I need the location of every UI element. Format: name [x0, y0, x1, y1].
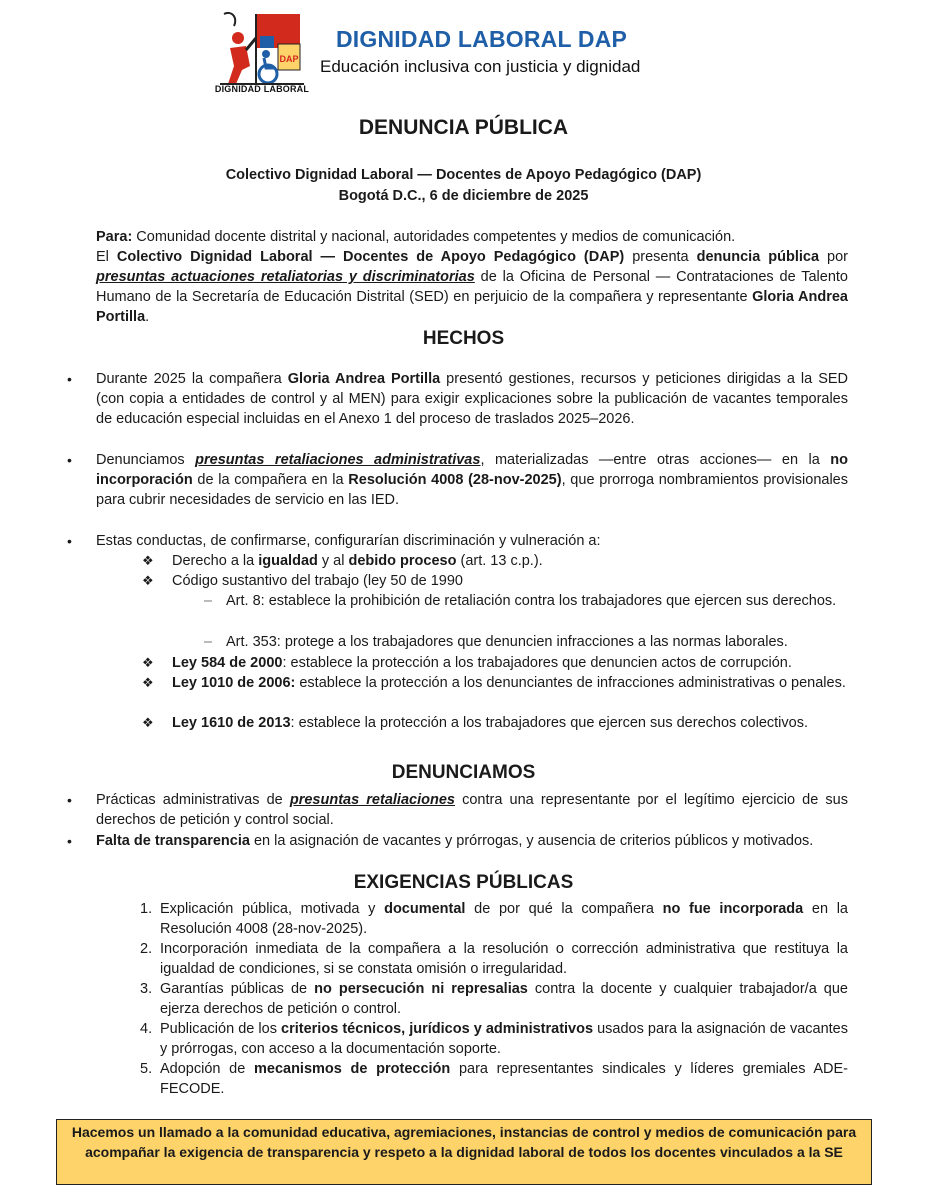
brand-subtitle: Educación inclusiva con justicia y dignidad: [320, 57, 641, 76]
demand-item-4: 4. Publicación de los criterios técnicos, jurídicos y administrativos usados para la asignación de vacantes y prórrogas, con acceso a la documentación soporte.: [140, 1021, 848, 1057]
violation-ley-1010: ❖ Ley 1010 de 2006: establece la protección a los denunciantes de infracciones administrativas o penales.: [142, 675, 846, 691]
denunciamos-item-1: • Prácticas administrativas de presuntas retaliaciones contra una representante por el legítimo ejercicio de sus derechos de petición y control social.: [67, 792, 848, 828]
hechos-item-1: • Durante 2025 la compañera Gloria Andrea Portilla presentó gestiones, recursos y peticiones dirigidas a la SED (con copia a entidades de control y al MEN) para exigir explicaciones sobre la publicación de vacantes temporales de educación especial incluidas en el Anexo 1 del proceso de traslados 2025–2026.: [67, 371, 849, 427]
intro-paragraph: El Colectivo Dignidad Laboral — Docentes de Apoyo Pedagógico (DAP) presenta denuncia pública por presuntas actuaciones retaliatorias y discriminatorias de la Oficina de Personal — Contrataciones de Talento Humano de la Secretaría de Educación Distrital (SED) en perjuicio de la compañera y representante Gloria Andrea Portilla.: [96, 249, 848, 325]
svg-text:DAP: DAP: [279, 54, 299, 64]
violation-labor-code: ❖ Código sustantivo del trabajo (ley 50 de 1990: [142, 573, 463, 589]
recipients-line: Para: Comunidad docente distrital y nacional, autoridades competentes y medios de comunicación.: [96, 229, 736, 245]
hechos-item-3: • Estas conductas, de confirmarse, configurarían discriminación y vulneración a:: [67, 533, 601, 549]
labor-code-art-8: – Art. 8: establece la prohibición de retaliación contra los trabajadores que ejercen sus derechos.: [204, 593, 837, 609]
heading-hechos: HECHOS: [422, 328, 505, 349]
demand-item-2: 2. Incorporación inmediata de la compañera a la resolución o corrección administrativa que restituya la igualdad de condiciones, si se constata omisión o irregularidad.: [140, 941, 848, 977]
heading-exigencias: EXIGENCIAS PÚBLICAS: [353, 872, 574, 893]
heading-denunciamos: DENUNCIAMOS: [391, 762, 536, 783]
hechos-item-2: • Denunciamos presuntas retaliaciones administrativas, materializadas —entre otras acciones— en la no incorporación de la compañera en la Resolución 4008 (28-nov-2025), que prorroga nombramientos provisionales para cubrir necesidades de servicio en las IED.: [67, 452, 848, 508]
demand-item-3: 3. Garantías públicas de no persecución ni represalias contra la docente y cualquier trabajador/a que ejerza derechos de petición o control.: [140, 981, 848, 1017]
demand-item-1: 1. Explicación pública, motivada y documental de por qué la compañera no fue incorporada en la Resolución 4008 (28-nov-2025).: [140, 901, 848, 937]
collective-name: Colectivo Dignidad Laboral — Docentes de Apoyo Pedagógico (DAP): [225, 167, 702, 183]
document-title: DENUNCIA PÚBLICA: [358, 116, 569, 139]
place-date: Bogotá D.C., 6 de diciembre de 2025: [338, 188, 589, 204]
brand-title: DIGNIDAD LABORAL DAP: [336, 26, 628, 52]
violation-equality: ❖ Derecho a la igualdad y al debido proceso (art. 13 c.p.).: [142, 553, 543, 569]
call-to-action-box: Hacemos un llamado a la comunidad educativa, agremiaciones, instancias de control y medios de comunicación para acompañar la exigencia de transparencia y respeto a la dignidad laboral de todos los docentes vinculados a la SE: [56, 1119, 872, 1185]
logo-caption: DIGNIDAD LABORAL: [214, 84, 310, 94]
labor-code-art-353: – Art. 353: protege a los trabajadores que denuncien infracciones a las normas laborales.: [204, 634, 788, 650]
violation-ley-1610: ❖ Ley 1610 de 2013: establece la protección a los trabajadores que ejercen sus derechos colectivos.: [142, 715, 808, 731]
demand-item-5: 5. Adopción de mecanismos de protección para representantes sindicales y líderes gremiales ADE-FECODE.: [140, 1061, 849, 1097]
violation-ley-584: ❖ Ley 584 de 2000: establece la protección a los trabajadores que denuncien actos de corrupción.: [142, 655, 792, 671]
denunciamos-item-2: • Falta de transparencia en la asignación de vacantes y prórrogas, y ausencia de criterios públicos y motivados.: [67, 833, 814, 849]
